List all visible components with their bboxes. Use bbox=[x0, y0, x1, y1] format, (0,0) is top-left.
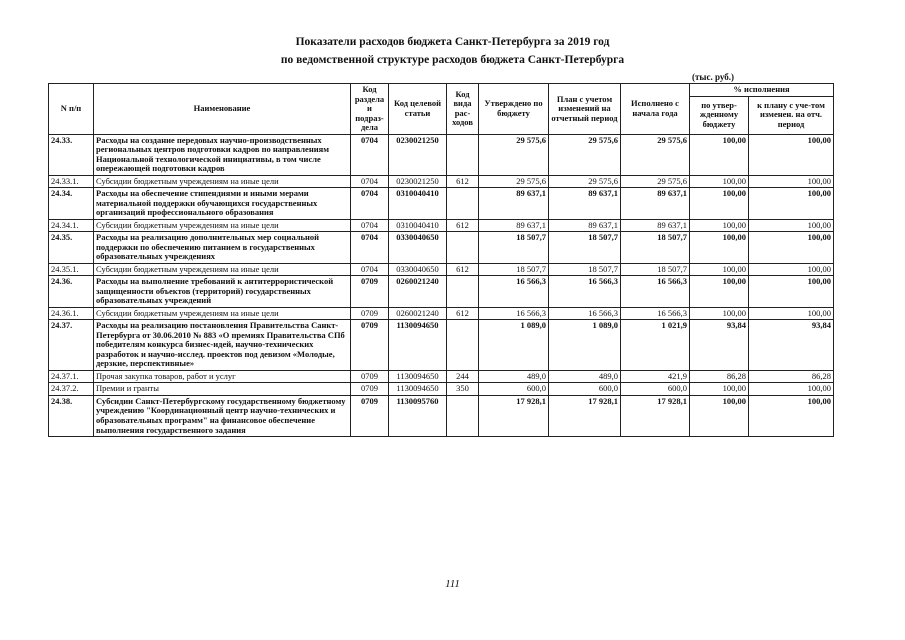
table-row bbox=[49, 134, 834, 175]
header-pct-plan: к плану с уче-том изменен. на отч. период bbox=[749, 96, 834, 134]
header-celevoy: Код целевой статьи bbox=[389, 84, 447, 135]
header-pct-utv: по утвер-жденному бюджету bbox=[690, 96, 749, 134]
cell-celevoy: 0230021250 bbox=[389, 175, 447, 188]
cell-isp: 29 575,6 bbox=[621, 134, 690, 175]
cell-celevoy: 1130094650 bbox=[389, 383, 447, 396]
cell-pct-utv: 100,00 bbox=[690, 307, 749, 320]
cell-celevoy: 1130095760 bbox=[389, 395, 447, 436]
cell-plan: 18 507,7 bbox=[549, 263, 621, 276]
table-row bbox=[49, 320, 834, 371]
cell-num: 24.34. bbox=[49, 188, 94, 220]
cell-isp: 16 566,3 bbox=[621, 276, 690, 308]
cell-pct-plan: 100,00 bbox=[749, 263, 834, 276]
cell-num: 24.34.1. bbox=[49, 219, 94, 232]
cell-utv: 16 566,3 bbox=[479, 307, 549, 320]
cell-isp: 600,0 bbox=[621, 383, 690, 396]
cell-isp: 17 928,1 bbox=[621, 395, 690, 436]
cell-pct-plan: 100,00 bbox=[749, 219, 834, 232]
header-plan: План с учетом изменений на отчетный период bbox=[549, 84, 621, 135]
cell-vid: 350 bbox=[447, 383, 479, 396]
table-row bbox=[49, 263, 834, 276]
cell-utv: 29 575,6 bbox=[479, 175, 549, 188]
cell-celevoy: 1130094650 bbox=[389, 320, 447, 371]
cell-pct-plan: 100,00 bbox=[749, 307, 834, 320]
cell-vid bbox=[447, 188, 479, 220]
cell-razdel: 0709 bbox=[351, 370, 389, 383]
cell-num: 24.35. bbox=[49, 232, 94, 264]
cell-razdel: 0704 bbox=[351, 263, 389, 276]
budget-table bbox=[48, 83, 834, 437]
cell-plan: 29 575,6 bbox=[549, 175, 621, 188]
cell-name: Расходы на выполнение требований к антитеррористической защищенности объектов (территорий) государственных образовательных учреждений bbox=[94, 276, 351, 308]
cell-razdel: 0704 bbox=[351, 232, 389, 264]
cell-plan: 16 566,3 bbox=[549, 307, 621, 320]
cell-pct-utv: 100,00 bbox=[690, 232, 749, 264]
cell-razdel: 0704 bbox=[351, 134, 389, 175]
cell-pct-plan: 100,00 bbox=[749, 395, 834, 436]
cell-pct-utv: 100,00 bbox=[690, 276, 749, 308]
cell-vid: 612 bbox=[447, 219, 479, 232]
cell-isp: 89 637,1 bbox=[621, 188, 690, 220]
cell-utv: 16 566,3 bbox=[479, 276, 549, 308]
cell-utv: 18 507,7 bbox=[479, 263, 549, 276]
cell-utv: 29 575,6 bbox=[479, 134, 549, 175]
table-row bbox=[49, 383, 834, 396]
cell-pct-utv: 100,00 bbox=[690, 188, 749, 220]
cell-pct-utv: 100,00 bbox=[690, 175, 749, 188]
cell-utv: 18 507,7 bbox=[479, 232, 549, 264]
cell-plan: 16 566,3 bbox=[549, 276, 621, 308]
cell-plan: 89 637,1 bbox=[549, 188, 621, 220]
page-title: Показатели расходов бюджета Санкт-Петербурга за 2019 год bbox=[295, 36, 610, 48]
cell-celevoy: 0260021240 bbox=[389, 276, 447, 308]
cell-num: 24.37.2. bbox=[49, 383, 94, 396]
page-subtitle: по ведомственной структуре расходов бюджета Санкт-Петербурга bbox=[280, 54, 625, 66]
cell-num: 24.37. bbox=[49, 320, 94, 371]
cell-num: 24.33. bbox=[49, 134, 94, 175]
header-num: N п/п bbox=[49, 84, 94, 135]
cell-vid bbox=[447, 232, 479, 264]
cell-pct-utv: 86,28 bbox=[690, 370, 749, 383]
cell-vid: 612 bbox=[447, 307, 479, 320]
cell-vid: 612 bbox=[447, 175, 479, 188]
cell-isp: 16 566,3 bbox=[621, 307, 690, 320]
cell-plan: 489,0 bbox=[549, 370, 621, 383]
cell-plan: 1 089,0 bbox=[549, 320, 621, 371]
cell-celevoy: 0230021250 bbox=[389, 134, 447, 175]
cell-name: Прочая закупка товаров, работ и услуг bbox=[94, 370, 351, 383]
cell-razdel: 0709 bbox=[351, 395, 389, 436]
cell-vid bbox=[447, 395, 479, 436]
header-isp: Исполнено с начала года bbox=[621, 84, 690, 135]
cell-num: 24.37.1. bbox=[49, 370, 94, 383]
cell-pct-utv: 100,00 bbox=[690, 263, 749, 276]
cell-name: Премии и гранты bbox=[94, 383, 351, 396]
cell-plan: 89 637,1 bbox=[549, 219, 621, 232]
cell-name: Субсидии бюджетным учреждениям на иные цели bbox=[94, 175, 351, 188]
header-pct-group: % исполнения bbox=[690, 84, 834, 97]
cell-utv: 89 637,1 bbox=[479, 219, 549, 232]
cell-isp: 18 507,7 bbox=[621, 232, 690, 264]
cell-celevoy: 0310040410 bbox=[389, 188, 447, 220]
cell-utv: 89 637,1 bbox=[479, 188, 549, 220]
table-row bbox=[49, 232, 834, 264]
cell-pct-plan: 100,00 bbox=[749, 188, 834, 220]
cell-razdel: 0709 bbox=[351, 307, 389, 320]
table-row bbox=[49, 395, 834, 436]
cell-vid bbox=[447, 134, 479, 175]
cell-plan: 29 575,6 bbox=[549, 134, 621, 175]
cell-pct-utv: 100,00 bbox=[690, 383, 749, 396]
cell-razdel: 0704 bbox=[351, 175, 389, 188]
cell-utv: 17 928,1 bbox=[479, 395, 549, 436]
header-vid: Код вида рас-ходов bbox=[447, 84, 479, 135]
cell-celevoy: 0330040650 bbox=[389, 263, 447, 276]
cell-num: 24.33.1. bbox=[49, 175, 94, 188]
cell-name: Субсидии бюджетным учреждениям на иные цели bbox=[94, 307, 351, 320]
cell-name: Расходы на обеспечение стипендиями и иными мерами материальной поддержки обучающихся государственных организаций профессионального образования bbox=[94, 188, 351, 220]
cell-vid bbox=[447, 320, 479, 371]
cell-utv: 489,0 bbox=[479, 370, 549, 383]
cell-isp: 1 021,9 bbox=[621, 320, 690, 371]
cell-pct-utv: 100,00 bbox=[690, 219, 749, 232]
cell-num: 24.38. bbox=[49, 395, 94, 436]
cell-name: Субсидии бюджетным учреждениям на иные цели bbox=[94, 219, 351, 232]
cell-name: Расходы на создание передовых научно-производственных региональных центров подготовки кадров по направлениям Национальной технологической инициативы, в том числе опережающей подготовки кадров bbox=[94, 134, 351, 175]
cell-pct-utv: 93,84 bbox=[690, 320, 749, 371]
cell-plan: 600,0 bbox=[549, 383, 621, 396]
cell-plan: 17 928,1 bbox=[549, 395, 621, 436]
cell-razdel: 0709 bbox=[351, 383, 389, 396]
header-utv: Утверждено по бюджету bbox=[479, 84, 549, 135]
cell-pct-plan: 100,00 bbox=[749, 175, 834, 188]
cell-razdel: 0709 bbox=[351, 276, 389, 308]
cell-num: 24.35.1. bbox=[49, 263, 94, 276]
cell-isp: 89 637,1 bbox=[621, 219, 690, 232]
header-name: Наименование bbox=[94, 84, 351, 135]
unit-label: (тыс. руб.) bbox=[692, 72, 734, 82]
cell-vid: 612 bbox=[447, 263, 479, 276]
cell-isp: 29 575,6 bbox=[621, 175, 690, 188]
cell-pct-utv: 100,00 bbox=[690, 395, 749, 436]
cell-name: Расходы на реализацию дополнительных мер социальной поддержки по обеспечению питанием в государственных образовательных учреждениях bbox=[94, 232, 351, 264]
cell-pct-plan: 100,00 bbox=[749, 276, 834, 308]
cell-vid bbox=[447, 276, 479, 308]
cell-num: 24.36. bbox=[49, 276, 94, 308]
cell-pct-plan: 86,28 bbox=[749, 370, 834, 383]
table-row bbox=[49, 188, 834, 220]
cell-celevoy: 0310040410 bbox=[389, 219, 447, 232]
cell-razdel: 0709 bbox=[351, 320, 389, 371]
cell-pct-plan: 93,84 bbox=[749, 320, 834, 371]
table-row bbox=[49, 276, 834, 308]
cell-pct-plan: 100,00 bbox=[749, 232, 834, 264]
table-row bbox=[49, 219, 834, 232]
cell-celevoy: 0260021240 bbox=[389, 307, 447, 320]
cell-isp: 421,9 bbox=[621, 370, 690, 383]
cell-name: Субсидии бюджетным учреждениям на иные цели bbox=[94, 263, 351, 276]
cell-name: Субсидии Санкт-Петербургскому государственному бюджетному учреждению "Координационный центр научно-технических и образовательных программ" на финансовое обеспечение выполнения государственного задания bbox=[94, 395, 351, 436]
cell-name: Расходы на реализацию постановления Правительства Санкт-Петербурга от 30.06.2010 № 883 «О премиях Правительства СПб победителям конкурса бизнес-идей, научно-технических разработок и научно-исслед. проектов под девизом «Молодые, дерзкие, перспективные» bbox=[94, 320, 351, 371]
table-row bbox=[49, 307, 834, 320]
cell-celevoy: 1130094650 bbox=[389, 370, 447, 383]
table-row bbox=[49, 370, 834, 383]
cell-num: 24.36.1. bbox=[49, 307, 94, 320]
cell-celevoy: 0330040650 bbox=[389, 232, 447, 264]
cell-utv: 600,0 bbox=[479, 383, 549, 396]
table-row bbox=[49, 175, 834, 188]
header-razdel: Код раздела и подраз-дела bbox=[351, 84, 389, 135]
cell-razdel: 0704 bbox=[351, 219, 389, 232]
cell-utv: 1 089,0 bbox=[479, 320, 549, 371]
cell-pct-utv: 100,00 bbox=[690, 134, 749, 175]
cell-pct-plan: 100,00 bbox=[749, 383, 834, 396]
cell-pct-plan: 100,00 bbox=[749, 134, 834, 175]
cell-plan: 18 507,7 bbox=[549, 232, 621, 264]
cell-isp: 18 507,7 bbox=[621, 263, 690, 276]
cell-vid: 244 bbox=[447, 370, 479, 383]
page-number: 111 bbox=[445, 578, 460, 590]
cell-razdel: 0704 bbox=[351, 188, 389, 220]
